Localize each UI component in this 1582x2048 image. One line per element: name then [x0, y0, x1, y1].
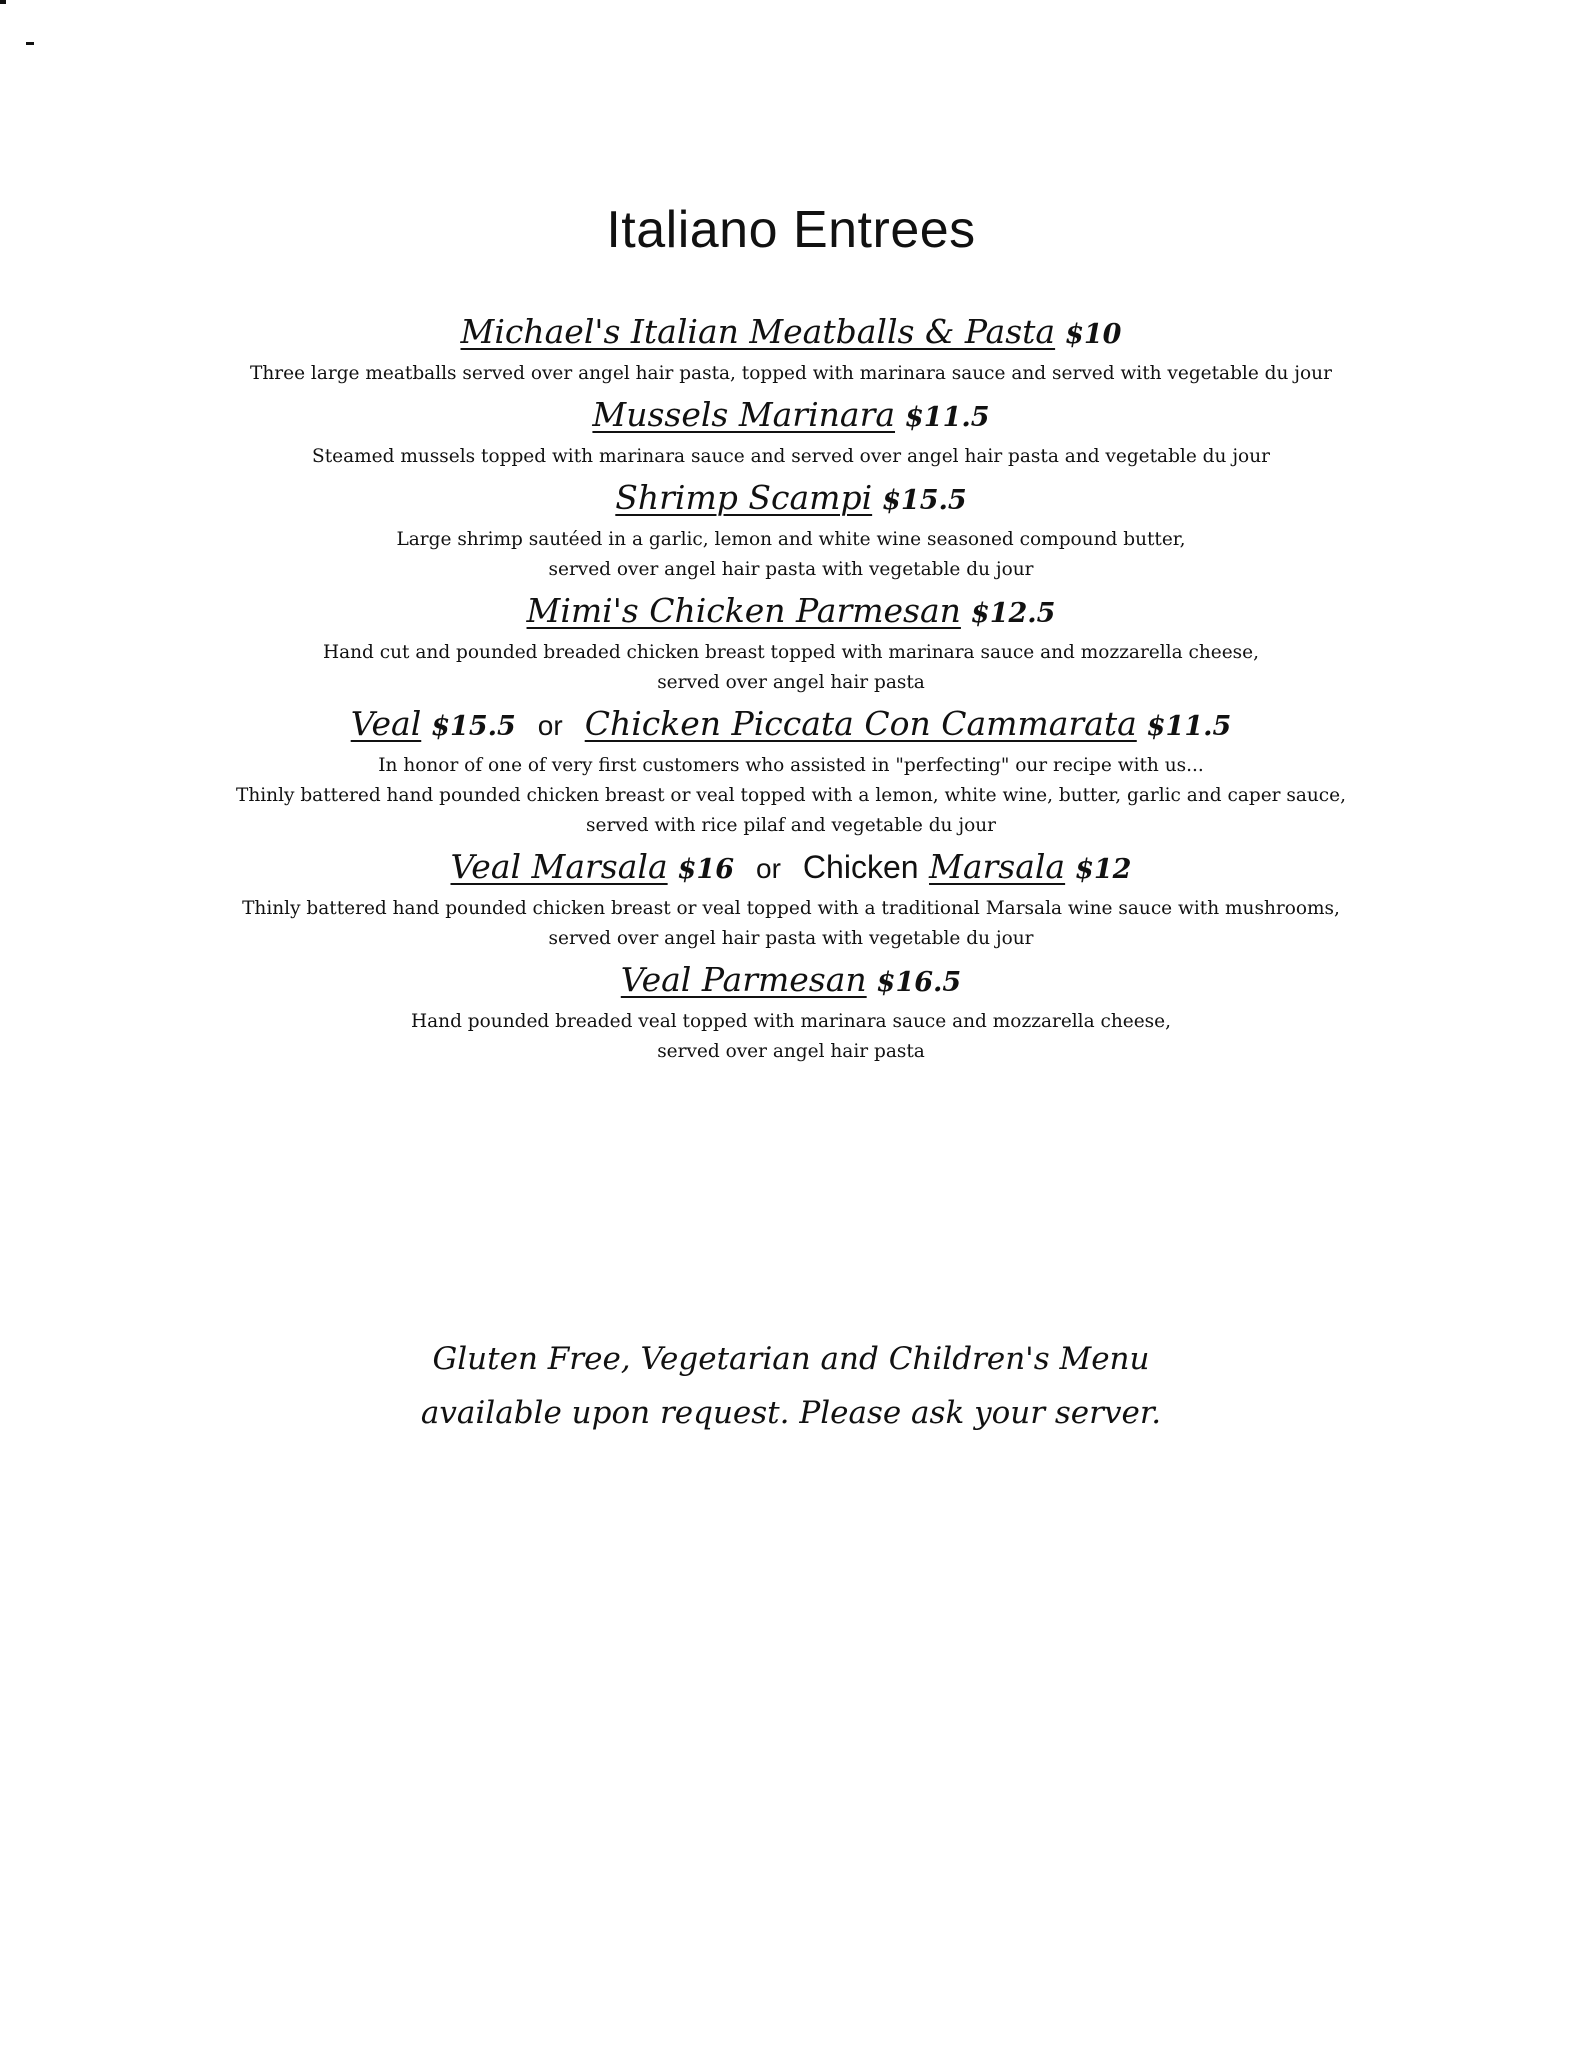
description-line: served over angel hair pasta	[657, 1041, 925, 1062]
dish-price: $10	[1065, 319, 1122, 350]
dish-name: Veal Parmesan	[620, 960, 867, 999]
scan-mark	[0, 0, 6, 4]
dish-name: Veal	[350, 704, 422, 743]
dish-price: $15.5	[431, 711, 516, 742]
or-separator: or	[756, 853, 781, 884]
menu-title: Italiano Entrees	[606, 201, 976, 259]
dish-name: Michael's Italian Meatballs & Pasta	[460, 312, 1056, 351]
dish-name: Mimi's Chicken Parmesan	[526, 591, 961, 630]
dish-heading	[0, 702, 1582, 749]
dish-name: Shrimp Scampi	[615, 478, 873, 517]
dish-heading	[0, 958, 1582, 1005]
description-line: In honor of one of very first customers who assisted in "perfecting" our recipe with us...	[378, 755, 1204, 776]
description-line: served over angel hair pasta	[657, 672, 925, 693]
dish-description	[0, 751, 1582, 841]
or-separator: or	[537, 710, 563, 741]
footer-line: available upon request. Please ask your server.	[420, 1395, 1162, 1431]
dish-heading	[0, 845, 1582, 892]
menu-item-mussels	[0, 393, 1582, 472]
description-line: served over angel hair pasta with vegetable du jour	[548, 928, 1034, 949]
dish-heading	[0, 393, 1582, 440]
footer-line: Gluten Free, Vegetarian and Children's Menu	[432, 1341, 1150, 1377]
dish-price: $11.5	[905, 402, 990, 433]
dish-description: Steamed mussels topped with marinara sauce and served over angel hair pasta and vegetable du jour	[312, 446, 1270, 467]
dish-price: $12.5	[970, 598, 1056, 629]
description-line: served with rice pilaf and vegetable du jour	[586, 815, 996, 836]
dish-description: Three large meatballs served over angel hair pasta, topped with marinara sauce and served with vegetable du jour	[250, 363, 1332, 384]
dish-name: Mussels Marinara	[592, 395, 896, 434]
dish-name: Marsala	[929, 847, 1066, 886]
menu-item-meatballs	[0, 310, 1582, 389]
dish-price: $15.5	[882, 485, 967, 516]
dish-description	[0, 525, 1582, 585]
menu-item-marsala	[0, 845, 1582, 954]
description-line: Large shrimp sautéed in a garlic, lemon and white wine seasoned compound butter,	[396, 529, 1186, 550]
description-line: Thinly battered hand pounded chicken breast or veal topped with a lemon, white wine, butter, garlic and caper sauce,	[236, 785, 1346, 806]
dish-heading	[0, 589, 1582, 636]
dish-heading	[0, 476, 1582, 523]
menu-item-piccata	[0, 702, 1582, 841]
dish-price: $16.5	[876, 967, 962, 998]
description-line: served over angel hair pasta with vegetable du jour	[548, 559, 1034, 580]
dish-price: $11.5	[1146, 711, 1232, 742]
menu-footer-note	[0, 1332, 1582, 1440]
description-line: Hand cut and pounded breaded chicken breast topped with marinara sauce and mozzarella cheese,	[322, 642, 1259, 663]
dish-description	[0, 1007, 1582, 1067]
description-line: Hand pounded breaded veal topped with marinara sauce and mozzarella cheese,	[411, 1011, 1171, 1032]
dish-price: $12	[1075, 854, 1132, 885]
dish-heading	[0, 310, 1582, 357]
menu-item-chicken-parmesan	[0, 589, 1582, 698]
dish-name: Chicken Piccata Con Cammarata	[584, 704, 1137, 743]
dish-description	[0, 894, 1582, 954]
dish-price: $16	[677, 854, 735, 885]
dish-description	[0, 638, 1582, 698]
description-line: Thinly battered hand pounded chicken breast or veal topped with a traditional Marsala wine sauce with mushrooms,	[242, 898, 1340, 919]
dish-name-prefix: Chicken	[802, 849, 919, 885]
dish-name: Veal Marsala	[450, 847, 668, 886]
menu-item-veal-parmesan	[0, 958, 1582, 1067]
menu-list	[0, 310, 1582, 1071]
menu-item-shrimp-scampi	[0, 476, 1582, 585]
scan-mark	[26, 42, 34, 45]
